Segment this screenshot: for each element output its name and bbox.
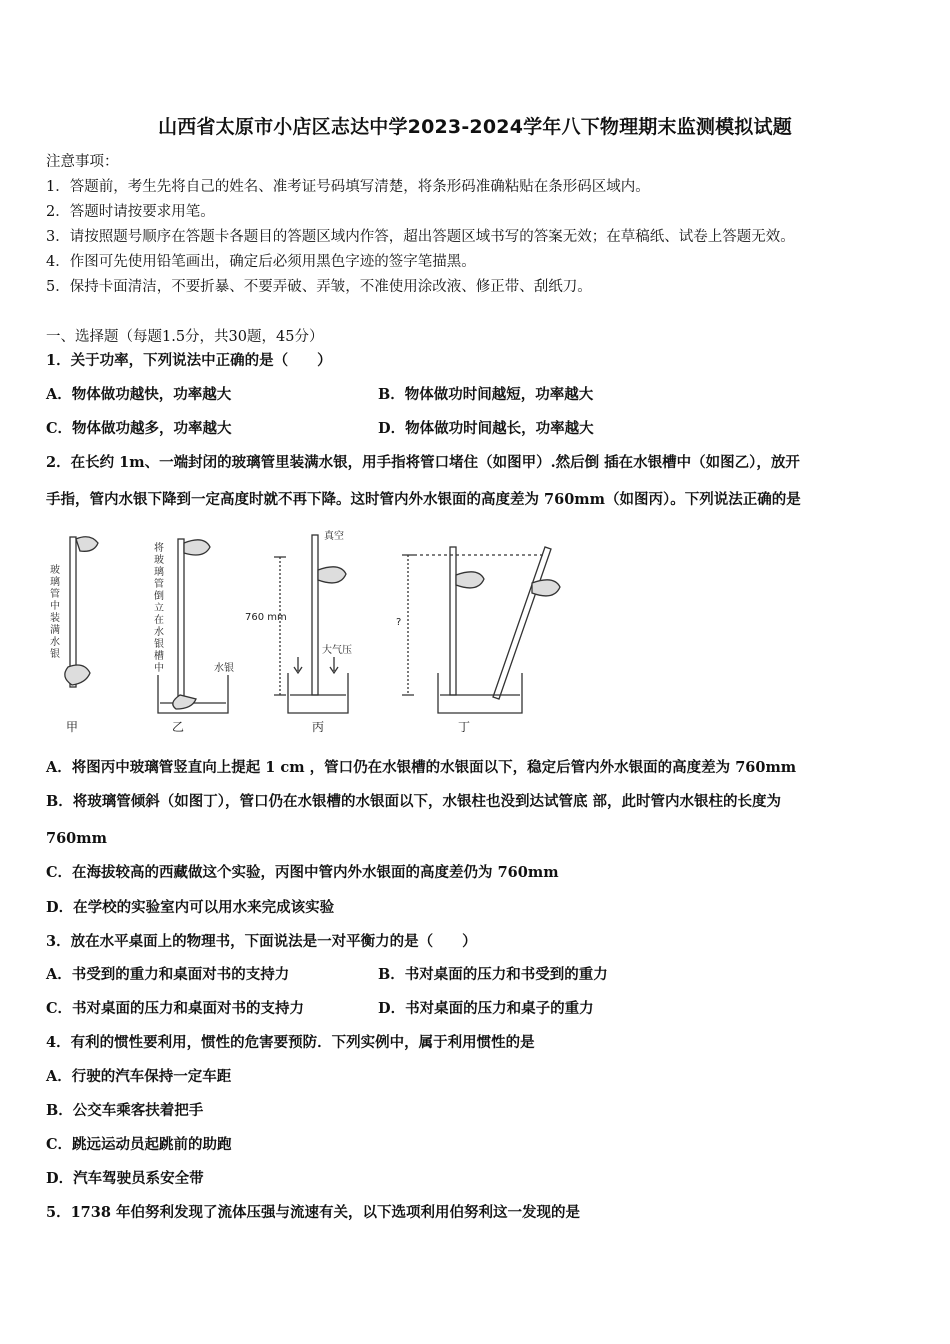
text-jia-3: 中 (50, 601, 60, 612)
text-yi-1: 玻 (154, 555, 164, 566)
text-atm: 大气压 (322, 645, 352, 656)
page-title: 山西省太原市小店区志达中学2023-2024学年八下物理期末监测模拟试题 (158, 116, 792, 138)
q1-option-d: D．物体做功时间越长，功率越大 (378, 420, 594, 437)
text-mercury: 水银 (214, 663, 234, 674)
q2-stem-line1: 2．在长约 1m、一端封闭的玻璃管里装满水银，用手指将管口堵住（如图甲）.然后倒 插在水银槽中（如图乙），放开 (46, 454, 800, 471)
q2-stem-line2: 手指，管内水银下降到一定高度时就不再下降。这时管内外水银面的高度差为 760mm（如图丙）。下列说法正确的是 (46, 491, 801, 508)
q5-stem: 5．1738 年伯努利发现了流体压强与流速有关，以下选项利用伯努利这一发现的是 (46, 1204, 580, 1221)
q4-stem: 4．有利的惯性要利用，惯性的危害要预防．下列实例中，属于利用惯性的是 (46, 1034, 535, 1051)
tube-ding-vertical (450, 547, 456, 695)
q3-option-b: B．书对桌面的压力和书受到的重力 (378, 966, 608, 983)
notice-item-5: 5．保持卡面清洁，不要折暴、不要弄破、弄皱，不准使用涂改液、修正带、刮纸刀。 (46, 279, 592, 295)
q4-option-d: D．汽车驾驶员系安全带 (46, 1170, 204, 1187)
text-yi-0: 将 (154, 543, 164, 554)
q1-option-a: A．物体做功越快，功率越大 (46, 386, 232, 403)
q3-option-c: C．书对桌面的压力和桌面对书的支持力 (46, 1000, 305, 1017)
q3-option-a: A．书受到的重力和桌面对书的支持力 (46, 966, 290, 983)
q2-option-a: A．将图丙中玻璃管竖直向上提起 1 cm ，管口仍在水银槽的水银面以下，稳定后管内外水银面的高度差为 760mm (46, 759, 797, 776)
section-heading: 一、选择题（每题1.5分，共30题，45分） (46, 329, 324, 345)
q2-option-d: D．在学校的实验室内可以用水来完成该实验 (46, 899, 335, 916)
text-yi-7: 水 (154, 627, 164, 638)
label-ding: 丁 (458, 720, 471, 734)
notice-item-4: 4．作图可先使用铅笔画出，确定后必须用黑色字迹的签字笔描黑。 (46, 254, 476, 270)
notice-item-2: 2．答题时请按要求用笔。 (46, 204, 215, 220)
notice-heading: 注意事项： (46, 154, 119, 170)
arrow-right-bing (330, 657, 338, 673)
hand-ding-left (456, 572, 484, 588)
hand-top-yi (184, 540, 210, 555)
q1-option-b: B．物体做功时间越短，功率越大 (378, 386, 594, 403)
label-yi: 乙 (172, 720, 185, 734)
q4-option-b: B．公交车乘客扶着把手 (46, 1102, 204, 1119)
q2-option-c: C．在海拔较高的西藏做这个实验，丙图中管内外水银面的高度差仍为 760mm (46, 864, 559, 881)
q1-stem: 1．关于功率，下列说法中正确的是（ ） (46, 352, 332, 369)
text-jia-1: 璃 (50, 577, 60, 588)
text-jia-6: 水 (50, 637, 60, 648)
q1-option-c: C．物体做功越多，功率越大 (46, 420, 232, 437)
text-yi-8: 银 (154, 639, 164, 650)
text-yi-5: 立 (154, 603, 164, 614)
q4-option-a: A．行驶的汽车保持一定车距 (46, 1068, 232, 1085)
hand-top-jia (76, 537, 98, 552)
label-jia: 甲 (66, 720, 79, 734)
tube-bing (312, 535, 318, 695)
barometer-figure (40, 525, 620, 740)
notice-item-3: 3．请按照题号顺序在答题卡各题目的答题区域内作答，超出答题区域书写的答案无效；在草稿纸、试卷上答题无效。 (46, 229, 795, 245)
text-yi-4: 倒 (154, 591, 164, 602)
text-yi-9: 槽 (154, 651, 164, 662)
hand-bing (318, 567, 346, 583)
text-yi-10: 中 (154, 663, 164, 674)
text-jia-7: 银 (50, 649, 60, 660)
text-jia-4: 装 (50, 613, 60, 624)
text-question-mark: ? (396, 617, 402, 628)
text-jia-0: 玻 (50, 565, 60, 576)
text-yi-6: 在 (154, 615, 164, 626)
text-yi-2: 璃 (154, 567, 164, 578)
q3-stem: 3．放在水平桌面上的物理书，下面说法是一对平衡力的是（ ） (46, 933, 477, 950)
q4-option-c: C．跳远运动员起跳前的助跑 (46, 1136, 232, 1153)
q2-option-b-line2: 760mm (46, 830, 107, 847)
hand-bottom-yi (173, 695, 196, 709)
q2-option-b-line1: B．将玻璃管倾斜（如图丁），管口仍在水银槽的水银面以下，水银柱也没到达试管底 部，此时管内水银柱的长度为 (46, 793, 782, 810)
q3-option-d: D．书对桌面的压力和桌子的重力 (378, 1000, 594, 1017)
text-height: 760 mm (245, 612, 287, 623)
arrow-left-bing (294, 657, 302, 673)
text-vacuum: 真空 (324, 531, 344, 542)
hand-bottom-jia (65, 665, 90, 685)
text-jia-2: 管 (50, 589, 60, 600)
label-bing: 丙 (312, 720, 325, 734)
text-yi-3: 管 (154, 579, 164, 590)
tube-yi (178, 539, 184, 699)
trough-yi (158, 675, 228, 713)
notice-item-1: 1．答题前，考生先将自己的姓名、准考证号码填写清楚，将条形码准确粘贴在条形码区域内。 (46, 179, 650, 195)
text-jia-5: 满 (50, 625, 60, 636)
hand-ding-right (532, 580, 560, 596)
